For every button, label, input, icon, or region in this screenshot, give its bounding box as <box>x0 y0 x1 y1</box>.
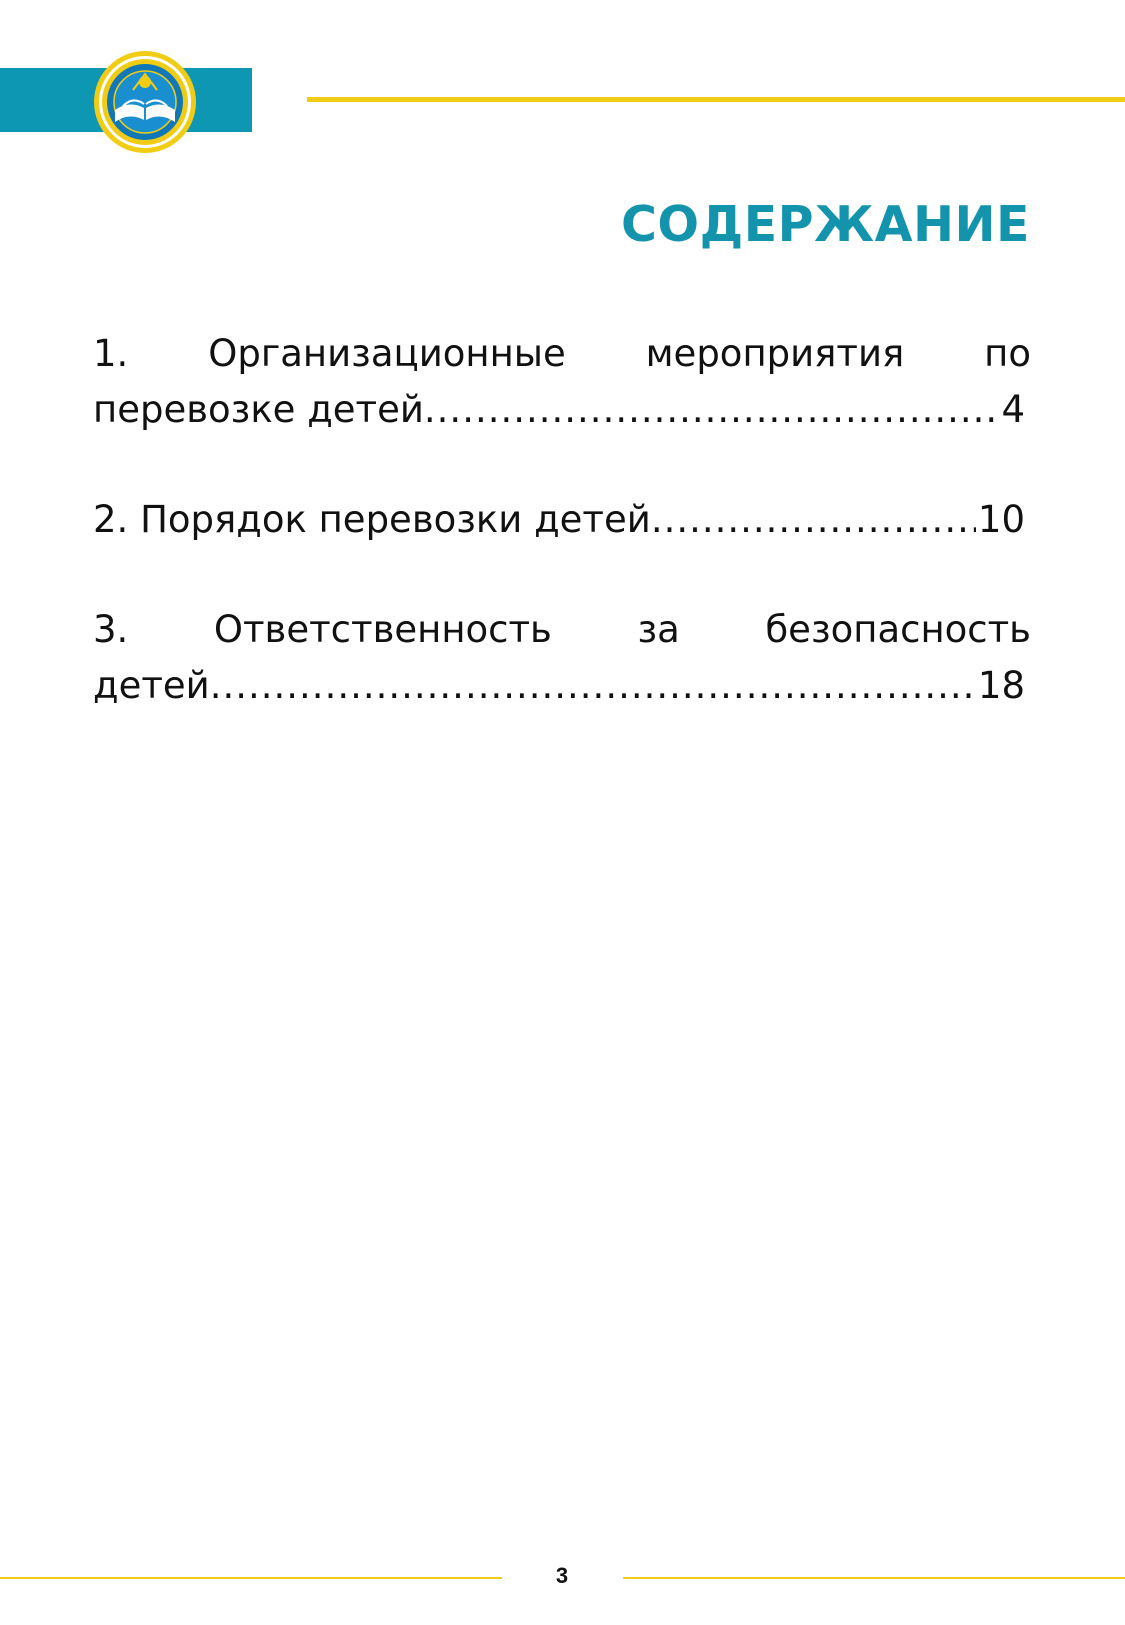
toc-entry-first-line <box>93 326 1031 382</box>
dot-leader <box>210 658 976 714</box>
toc-entry-number: 3. <box>93 608 129 651</box>
toc-entry-number: 2. <box>93 498 129 541</box>
toc-entry-word: безопасность <box>765 608 1031 651</box>
toc-entry-page: 4 <box>1001 388 1025 431</box>
dot-leader <box>424 382 1000 438</box>
toc-entry-3[interactable] <box>93 602 1031 714</box>
toc-entry-word: за <box>637 608 680 651</box>
footer-rule-right <box>623 1577 1125 1579</box>
toc-entry-text: перевозке детей <box>93 388 424 431</box>
toc-entry-text: Порядок перевозки детей <box>140 498 651 541</box>
footer-rule-left <box>0 1577 502 1579</box>
toc-entry-first-line <box>93 602 1031 658</box>
toc-entry-number: 1. <box>93 332 129 375</box>
dot-leader <box>651 492 976 548</box>
toc-entry-word: по <box>984 332 1031 375</box>
toc-entry-1[interactable] <box>93 326 1031 438</box>
toc-entry-last-line <box>93 492 1031 548</box>
toc-entry-last-line <box>93 658 1031 714</box>
toc-entry-word: Ответственность <box>213 608 552 651</box>
toc-entry-word: Организационные <box>208 332 566 375</box>
open-book-emblem-icon <box>93 50 197 154</box>
page-number: 3 <box>555 1563 569 1588</box>
toc-entry-text: детей <box>93 664 210 707</box>
toc-entry-page: 18 <box>977 664 1025 707</box>
toc-list <box>93 326 1031 768</box>
toc-entry-page: 10 <box>977 498 1025 541</box>
toc-title: СОДЕРЖАНИЕ <box>620 196 1030 253</box>
toc-entry-last-line <box>93 382 1031 438</box>
header-rule <box>307 97 1125 102</box>
toc-entry-2[interactable] <box>93 492 1031 548</box>
toc-entry-word: мероприятия <box>645 332 905 375</box>
